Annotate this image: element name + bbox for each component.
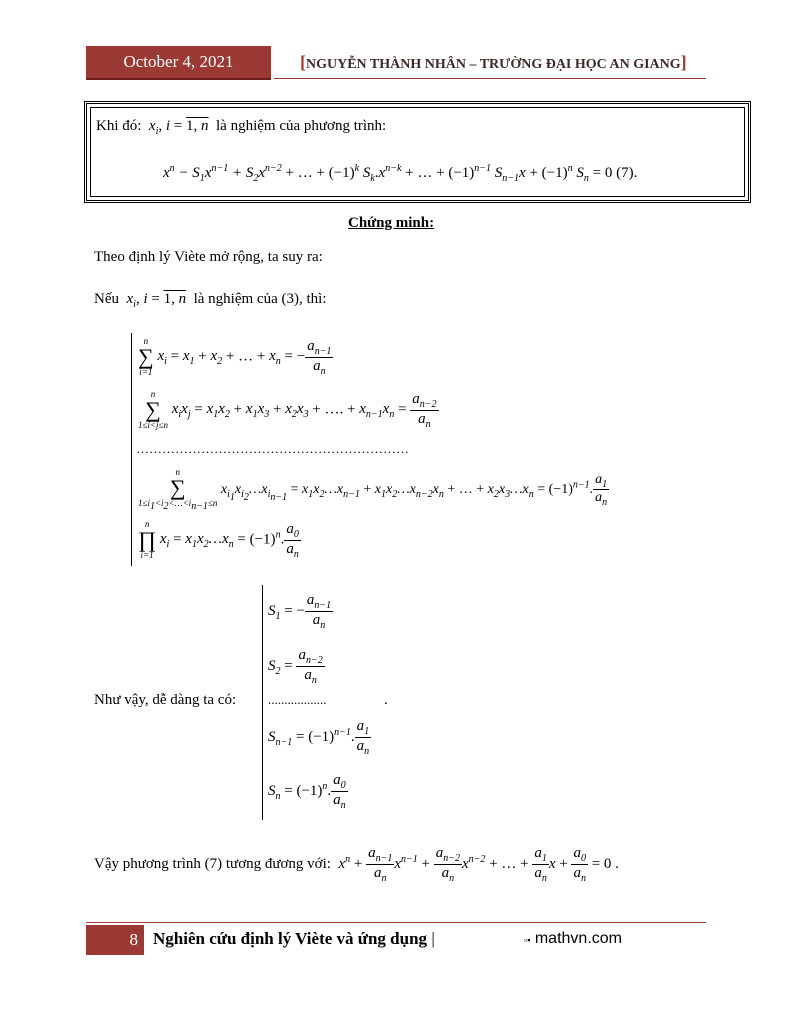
system-dots: ……………………………………………………… (136, 441, 409, 456)
footer-page-number: 8 (86, 925, 144, 955)
equation-7: $x^n - S_1x^{n-1} + S_2x^{n-2}$ + … + $(-1)^k$ $S_k.x^{n-k}$ + … + $(-1)^{n-1}$ $S_{n-1}x + (-1)^n$ $S_n = 0$ (7). (163, 163, 638, 184)
p4-suffix: tương đương với: (225, 855, 331, 872)
proof-paragraph-4: Vậy phương trình (7) tương đương với: $x^n$ + $\frac{a_{n-1}}{a_n}$ $x^{n-1}$ + $\frac{a_{n-2}}{a_n}$ $x^{n-2}$ + … + $\frac{a_1}{a_n}$ x + $\frac{a_0}{a_n}$ = 0 . (94, 845, 619, 884)
proof-paragraph-3: Như vậy, dễ dàng ta có: (94, 692, 237, 708)
p4-ref: (7) (204, 855, 223, 872)
footer-rule (86, 922, 706, 923)
footer-site (524, 930, 622, 948)
header-rule (274, 78, 706, 79)
p2-prefix: Nếu (94, 291, 119, 307)
site-icon: ▫▪ (524, 935, 531, 945)
viete-eq-3: n ∑ $1\le i_1<i_2<\dots<i_{n-1}\le n$ $x_{i_1}x_{i_2}\dots x_{i_{n-1}}$ = $x_1x_2\dots x_{n-1}$ + $x_1x_2\dots x_{n-2}x_n$ + … + $x_2x_3\dots x_n = (-1)^{n-1}$. $\frac{a_1}{a_n}$ (138, 467, 608, 512)
system2-brace (262, 585, 263, 820)
viete-eq-1: n ∑ i=1 $x_i = x_1 + x_2$ + … + $x_n$ = − $\frac{a_{n-1}}{a_n}$ (138, 336, 332, 377)
s1-eq: $S_1$ = − $\frac{a_{n-1}}{a_n}$ (268, 592, 332, 631)
header-title-text: NGUYỄN THÀNH NHÂN – TRƯỜNG ĐẠI HỌC AN GIANG (306, 57, 681, 72)
footer-title: Nghiên cứu định lý Viète và ứng dụng | (153, 929, 435, 948)
sn-eq: $S_n = (-1)^n$. $\frac{a_0}{a_n}$ (268, 772, 346, 811)
footer-site-text: mathvn.com (534, 930, 622, 947)
proof-paragraph-2: Nếu $x_i$, i = 1, n là nghiệm của (3), thì: (94, 291, 327, 310)
viete-eq-4: n ∏ i=1 $x_i$ = $x_1x_2\dots x_n = (-1)^n$. $\frac{a_0}{a_n}$ (138, 519, 299, 560)
p4-prefix: Vậy phương trình (94, 855, 201, 872)
box-line-1: Khi đó: $x_i$, i = 1, n là nghiệm của phương trình: (96, 118, 387, 137)
p2-ref: (3) (281, 291, 299, 307)
p2-suffix: , thì: (298, 291, 327, 307)
box-line1-suffix: là nghiệm của phương trình: (216, 118, 387, 134)
system2-period: . (384, 692, 388, 708)
header-date: October 4, 2021 (86, 46, 271, 80)
box-line1-text: Khi đó: (96, 118, 142, 134)
equation-label: (7) (616, 165, 634, 181)
system2-dots: .................. (268, 692, 327, 707)
p2-middle: là nghiệm của (193, 291, 278, 307)
viete-eq-2: n ∑ 1≤i<j≤n $x_ix_j = x_1x_2 + x_1x_3 + x_2x_3$ + …. + $x_{n-1}x_n$ = $\frac{a_{n-2}}{a_n}$ (138, 389, 437, 430)
system-brace (131, 333, 132, 566)
s2-eq: $S_2$ = $\frac{a_{n-2}}{a_n}$ (268, 647, 323, 686)
proof-paragraph-1: Theo định lý Viète mở rộng, ta suy ra: (94, 249, 323, 265)
header-title: [NGUYỄN THÀNH NHÂN – TRƯỜNG ĐẠI HỌC AN GIANG] (300, 52, 687, 72)
proof-heading: Chứng minh: (348, 215, 435, 231)
theorem-box (84, 101, 751, 203)
sn1-eq: $S_{n-1} = (-1)^{n-1}$. $\frac{a_1}{a_n}$ (268, 718, 370, 757)
footer-title-text: Nghiên cứu định lý Viète và ứng dụng (153, 929, 428, 948)
